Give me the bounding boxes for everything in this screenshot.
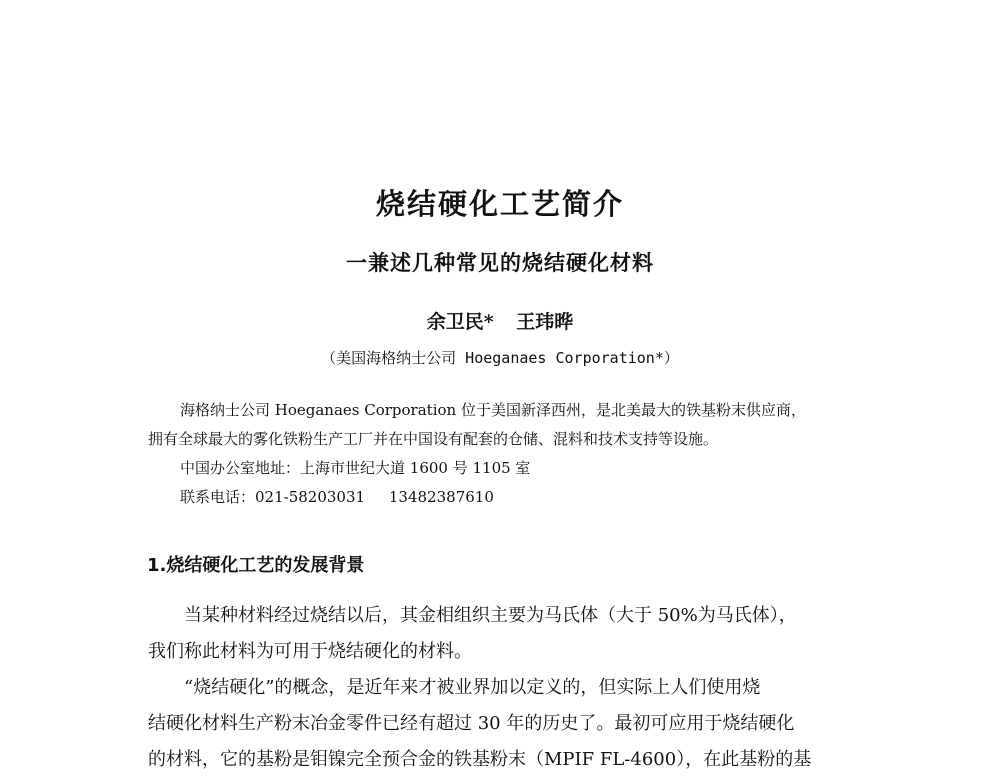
affiliation: （美国海格纳士公司 Hoeganaes Corporation*） [321,349,679,367]
intro-line-2: 拥有全球最大的雾化铁粉生产工厂并在中国设有配套的仓储、混料和技术支持等设施。 [148,430,719,448]
paper-title: 烧结硬化工艺简介 [375,187,624,221]
company-intro [148,396,868,512]
contact-phone: 联系电话：021-58203031 13482387610 [180,488,494,506]
body-line-5: 的材料，它的基粉是钼镍完全预合金的铁基粉末（MPIF FL-4600），在此基粉的基 [148,749,812,770]
body-line-2: 我们称此材料为可用于烧结硬化的材料。 [148,641,472,662]
body-line-4: 结硬化材料生产粉末冶金零件已经有超过 30 年的历史了。最初可应用于烧结硬化 [148,713,795,734]
intro-line-1: 海格纳士公司 Hoeganaes Corporation 位于美国新泽西州，是北美最大的铁基粉末供应商， [180,401,806,419]
author-2: 王玮晔 [516,311,574,333]
author-list [0,307,1000,334]
paper-subtitle: 一兼述几种常见的烧结硬化材料 [346,251,654,275]
section-heading: 1.烧结硬化工艺的发展背景 [147,555,365,576]
author-1: 余卫民* [426,311,494,333]
section-body [148,598,863,778]
body-line-1: 当某种材料经过烧结以后，其金相组织主要为马氏体（大于 50%为马氏体）， [184,605,797,626]
office-address: 中国办公室地址：上海市世纪大道 1600 号 1105 室 [180,459,531,477]
body-line-3: “烧结硬化”的概念，是近年来才被业界加以定义的，但实际上人们使用烧 [184,677,761,698]
